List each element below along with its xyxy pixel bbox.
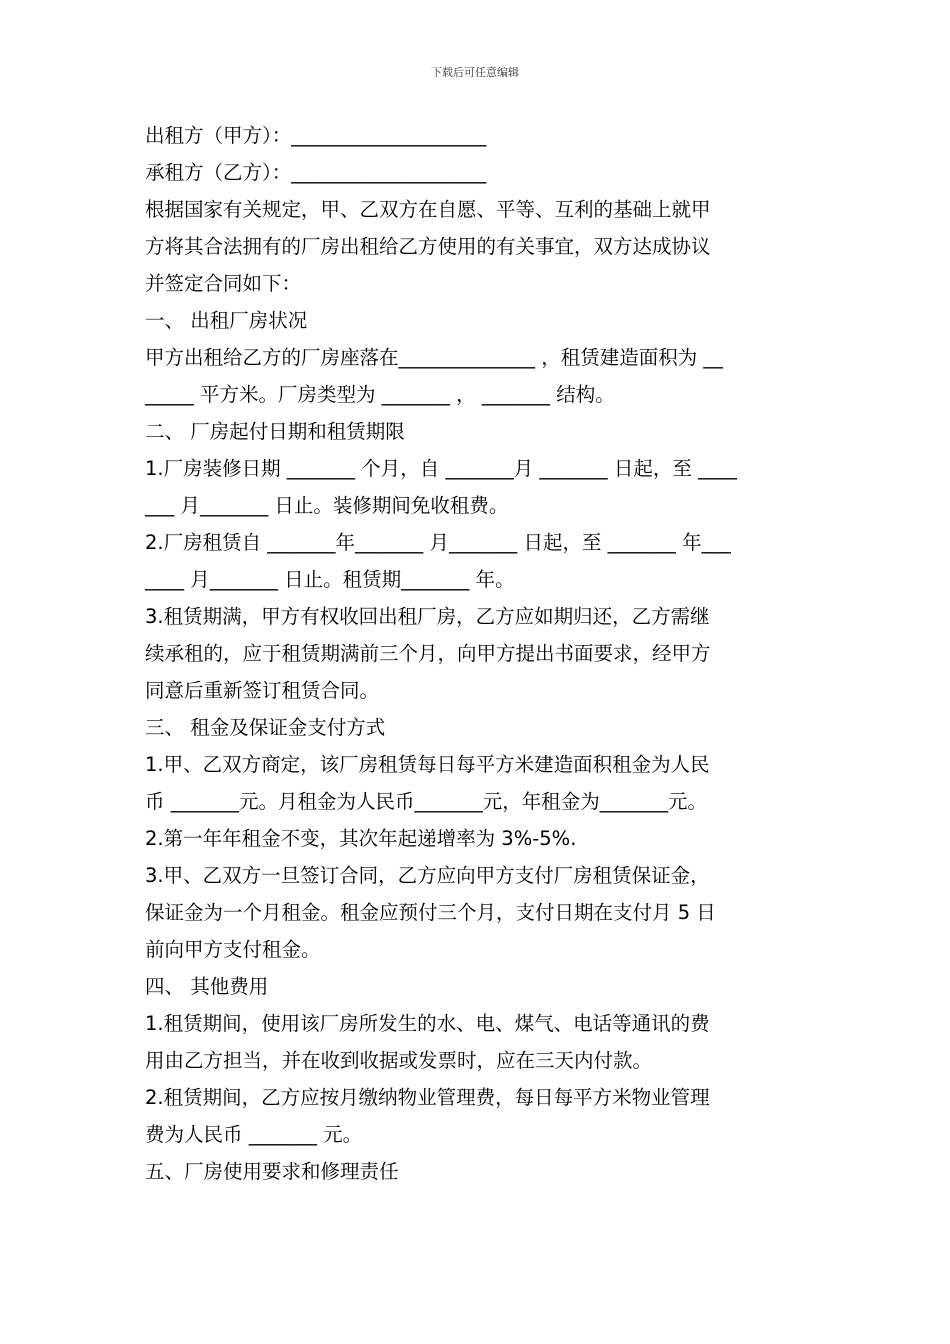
clause-line: 2.租赁期间，乙方应按月缴纳物业管理费，每日每平方米物业管理 <box>145 1086 710 1109</box>
clause-line: 3.甲、乙双方一旦签订合同，乙方应向甲方支付厂房租赁保证金， <box>145 864 710 887</box>
lessor-line: 出租方（甲方）：____________________ <box>145 124 487 147</box>
clause-line: 3.租赁期满，甲方有权收回出租厂房，乙方应如期归还，乙方需继 <box>145 605 710 628</box>
section-heading: 五、厂房使用要求和修理责任 <box>145 1160 399 1183</box>
preamble-line: 并签定合同如下： <box>145 272 302 295</box>
clause-line: 甲方出租给乙方的厂房座落在______________ ，租赁建造面积为 __ <box>145 346 723 369</box>
section-heading: 三、 租金及保证金支付方式 <box>145 716 386 739</box>
clause-line: 费为人民币 _______ 元。 <box>145 1123 363 1146</box>
clause-line: 前向甲方支付租金。 <box>145 938 321 961</box>
clause-line: 币 _______元。月租金为人民币_______元，年租金为_______元。 <box>145 790 707 813</box>
section-heading: 四、 其他费用 <box>145 975 269 998</box>
clause-line: 1.甲、乙双方商定，该厂房租赁每日每平方米建造面积租金为人民 <box>145 753 710 776</box>
section-heading: 二、 厂房起付日期和租赁期限 <box>145 420 405 443</box>
preamble-line: 根据国家有关规定，甲、乙双方在自愿、平等、互利的基础上就甲 <box>145 198 711 221</box>
document-body <box>145 117 810 1190</box>
clause-line: 同意后重新签订租赁合同。 <box>145 679 380 702</box>
clause-line: 保证金为一个月租金。租金应预付三个月，支付日期在支付月 5 日 <box>145 901 716 924</box>
clause-line: 2.第一年年租金不变，其次年起递增率为 3%-5%. <box>145 827 577 850</box>
clause-line: 2.厂房租赁自 _______年_______ 月_______ 日起，至 _______ 年___ <box>145 531 731 554</box>
preamble-line: 方将其合法拥有的厂房出租给乙方使用的有关事宜，双方达成协议 <box>145 235 711 258</box>
clause-line: ___ 月_______ 日止。装修期间免收租费。 <box>145 494 509 517</box>
clause-line: 1.租赁期间，使用该厂房所发生的水、电、煤气、电话等通讯的费 <box>145 1012 710 1035</box>
clause-line: _____ 平方米。厂房类型为 _______ ， _______ 结构。 <box>145 383 615 406</box>
lessee-line: 承租方（乙方）：____________________ <box>145 161 487 184</box>
clause-line: ____ 月_______ 日止。租赁期_______ 年。 <box>145 568 515 591</box>
clause-line: 续承租的，应于租赁期满前三个月，向甲方提出书面要求，经甲方 <box>145 642 711 665</box>
page-header-note: 下载后可任意编辑 <box>431 66 519 79</box>
clause-line: 用由乙方担当，并在收到收据或发票时，应在三天内付款。 <box>145 1049 653 1072</box>
section-heading: 一、 出租厂房状况 <box>145 309 308 332</box>
clause-line: 1.厂房装修日期 _______ 个月，自 _______月 _______ 日起，至 ____ <box>145 457 738 480</box>
